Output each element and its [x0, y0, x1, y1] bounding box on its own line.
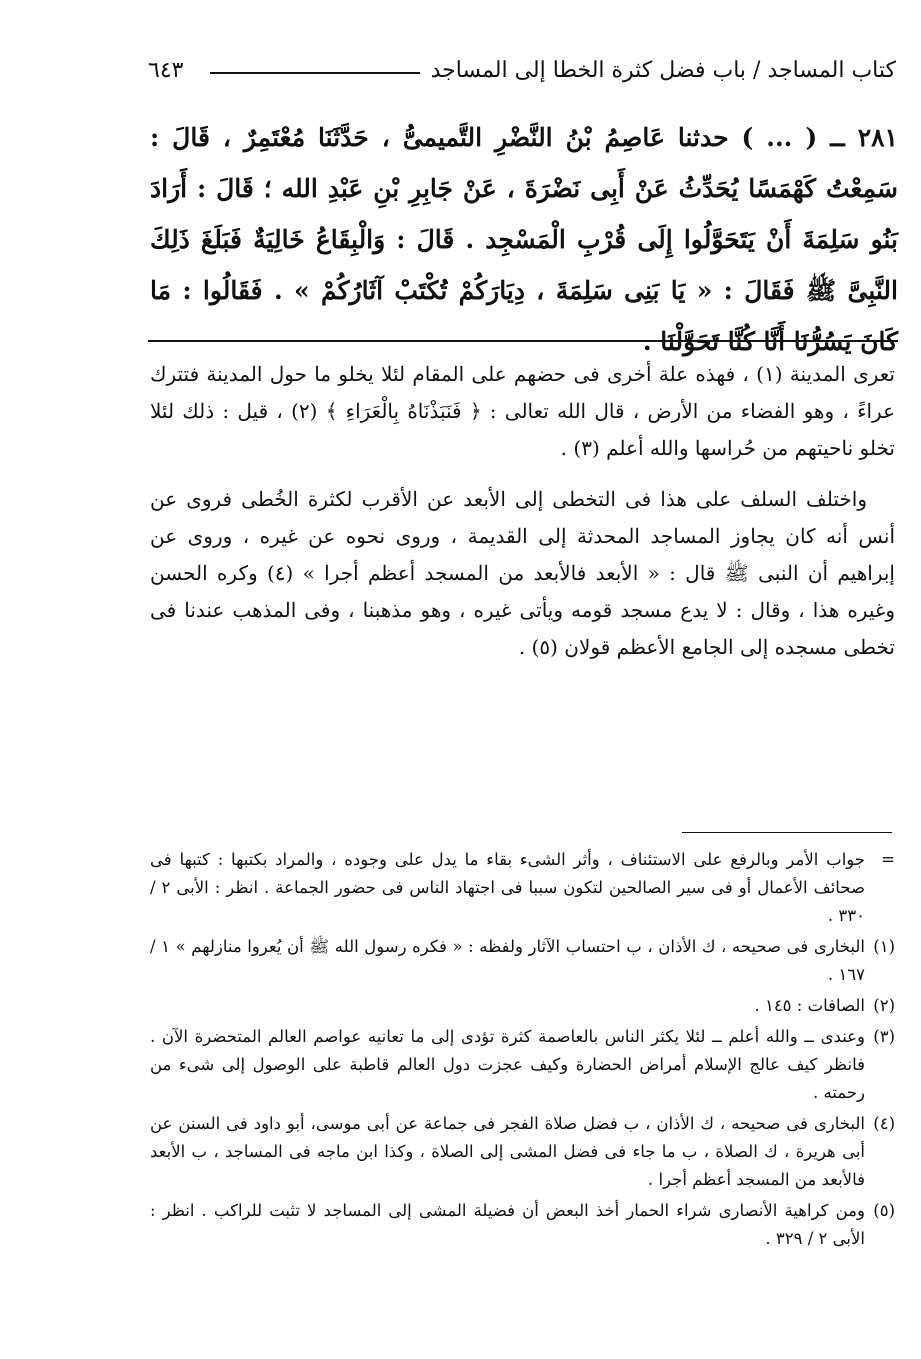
footnote-divider — [682, 832, 892, 833]
footnote-3 — [150, 1023, 895, 1107]
commentary — [150, 356, 895, 680]
running-header — [148, 58, 896, 92]
footnote-4 — [150, 1110, 895, 1194]
footnote-marker: = — [881, 850, 895, 869]
footnote-marker: (٢) — [873, 996, 895, 1015]
page-number: ٦٤٣ — [148, 58, 184, 83]
footnotes — [150, 846, 895, 1256]
footnote-marker: (٤) — [873, 1114, 895, 1133]
commentary-paragraph-1: تعرى المدينة (١) ، فهذه علة أخرى فى حضهم على المقام لئلا يخلو ما حول المدينة فتترك عراءً ، وهو الفضاء من الأرض ، قال الله تعالى : ﴿ فَنَبَذْنَاهُ بِالْعَرَاءِ ﴾ (٢) ، قيل : ذلك لئلا تخلو ناحيتهم من حُراسها والله أعلم (٣) . — [150, 362, 895, 460]
footnote-text: البخارى فى صحيحه ، ك الأذان ، ب احتساب الآثار ولفظه : « فكره رسول الله ﷺ أن يُعروا منازلهم » ١ / ١٦٧ . — [150, 937, 865, 984]
commentary-paragraph-2: واختلف السلف على هذا فى التخطى إلى الأبعد عن الأقرب لكثرة الخُطى فروى عن أنس أنه كان يجاوز المساجد المحدثة إلى القديمة ، وروى نحوه عن غيره ، وروى عن إبراهيم أن النبى ﷺ قال : « الأبعد فالأبعد من المسجد أعظم أجرا » (٤) وكره الحسن وغيره هذا ، وقال : لا يدع مسجد قومه ويأتى غيره ، وهو مذهبنا ، وفى المذهب عندنا فى تخطى مسجده إلى الجامع الأعظم قولان (٥) . — [150, 487, 895, 659]
header-title: كتاب المساجد / باب فضل كثرة الخطا إلى المساجد — [430, 58, 896, 83]
hadith-divider — [148, 340, 898, 342]
footnote-text: وعندى ــ والله أعلم ــ لئلا يكثر الناس بالعاصمة كثرة تؤدى إلى ما تعانيه عواصم العالم المتحضرة الآن . فانظر كيف عالج الإسلام أمراض الحضارة وكيف عجزت دول العالم قاطبة على الوصول إلى شىء من رحمته . — [150, 1027, 865, 1102]
hadith-text: ٢٨١ ــ ( ... ) حدثنا عَاصِمُ بْنُ النَّضْرِ التَّميمىُّ ، حَدَّثَنَا مُعْتَمِرٌ ، قَالَ : سَمِعْتُ كَهْمَسًا يُحَدِّثُ عَنْ أَبِى نَضْرَةَ ، عَنْ جَابِرِ بْنِ عَبْدِ الله ؛ قَالَ : أَرَادَ بَنُو سَلِمَةَ أَنْ يَتَحَوَّلُوا إِلَى قُرْبِ الْمَسْجِد . قَالَ : وَالْبِقَاعُ خَالِيَةٌ فَبَلَغَ ذَلِكَ النَّبِىَّ ﷺ فَقَالَ : « يَا بَنِى سَلِمَةَ ، دِيَارَكُمْ تُكْتَبْ آثَارُكُمْ » . فَقَالُوا : مَا كَانَ يَسُرُّنَا أَنَّا كُنَّا تَحَوَّلْنَا . — [150, 123, 899, 356]
footnote-text: الصافات : ١٤٥ . — [754, 996, 865, 1015]
footnote-marker: (٣) — [873, 1027, 895, 1046]
footnote-5 — [150, 1197, 895, 1253]
footnote-2 — [150, 992, 895, 1020]
header-rule — [210, 72, 420, 74]
footnote-text: ومن كراهية الأنصارى شراء الحمار أخذ البعض أن فضيلة المشى إلى المساجد لا تثبت للراكب . انظر : الأبى ٢ / ٣٢٩ . — [150, 1201, 865, 1248]
footnote-text: البخارى فى صحيحه ، ك الأذان ، ب فضل صلاة الفجر فى جماعة عن أبى موسى، أبو داود فى السنن عن أبى هريرة ، ك الصلاة ، ب ما جاء فى فضل المشى إلى الصلاة ، وكذا ابن ماجه فى المساجد ، ب الأبعد فالأبعد من المسجد أعظم أجرا . — [150, 1114, 865, 1189]
footnote-continuation — [150, 846, 895, 930]
footnote-text: جواب الأمر وبالرفع على الاستئناف ، وأثر الشىء بقاء ما يدل على وجوده ، والمراد بكتبها : كتبها فى صحائف الأعمال أو فى سير الصالحين لتكون سببا فى اجتهاد الناس فى حضور الجماعة . انظر : الأبى ٢ / ٣٣٠ . — [150, 850, 865, 925]
footnote-marker: (١) — [873, 937, 895, 956]
footnote-1 — [150, 933, 895, 989]
footnote-marker: (٥) — [873, 1201, 895, 1220]
